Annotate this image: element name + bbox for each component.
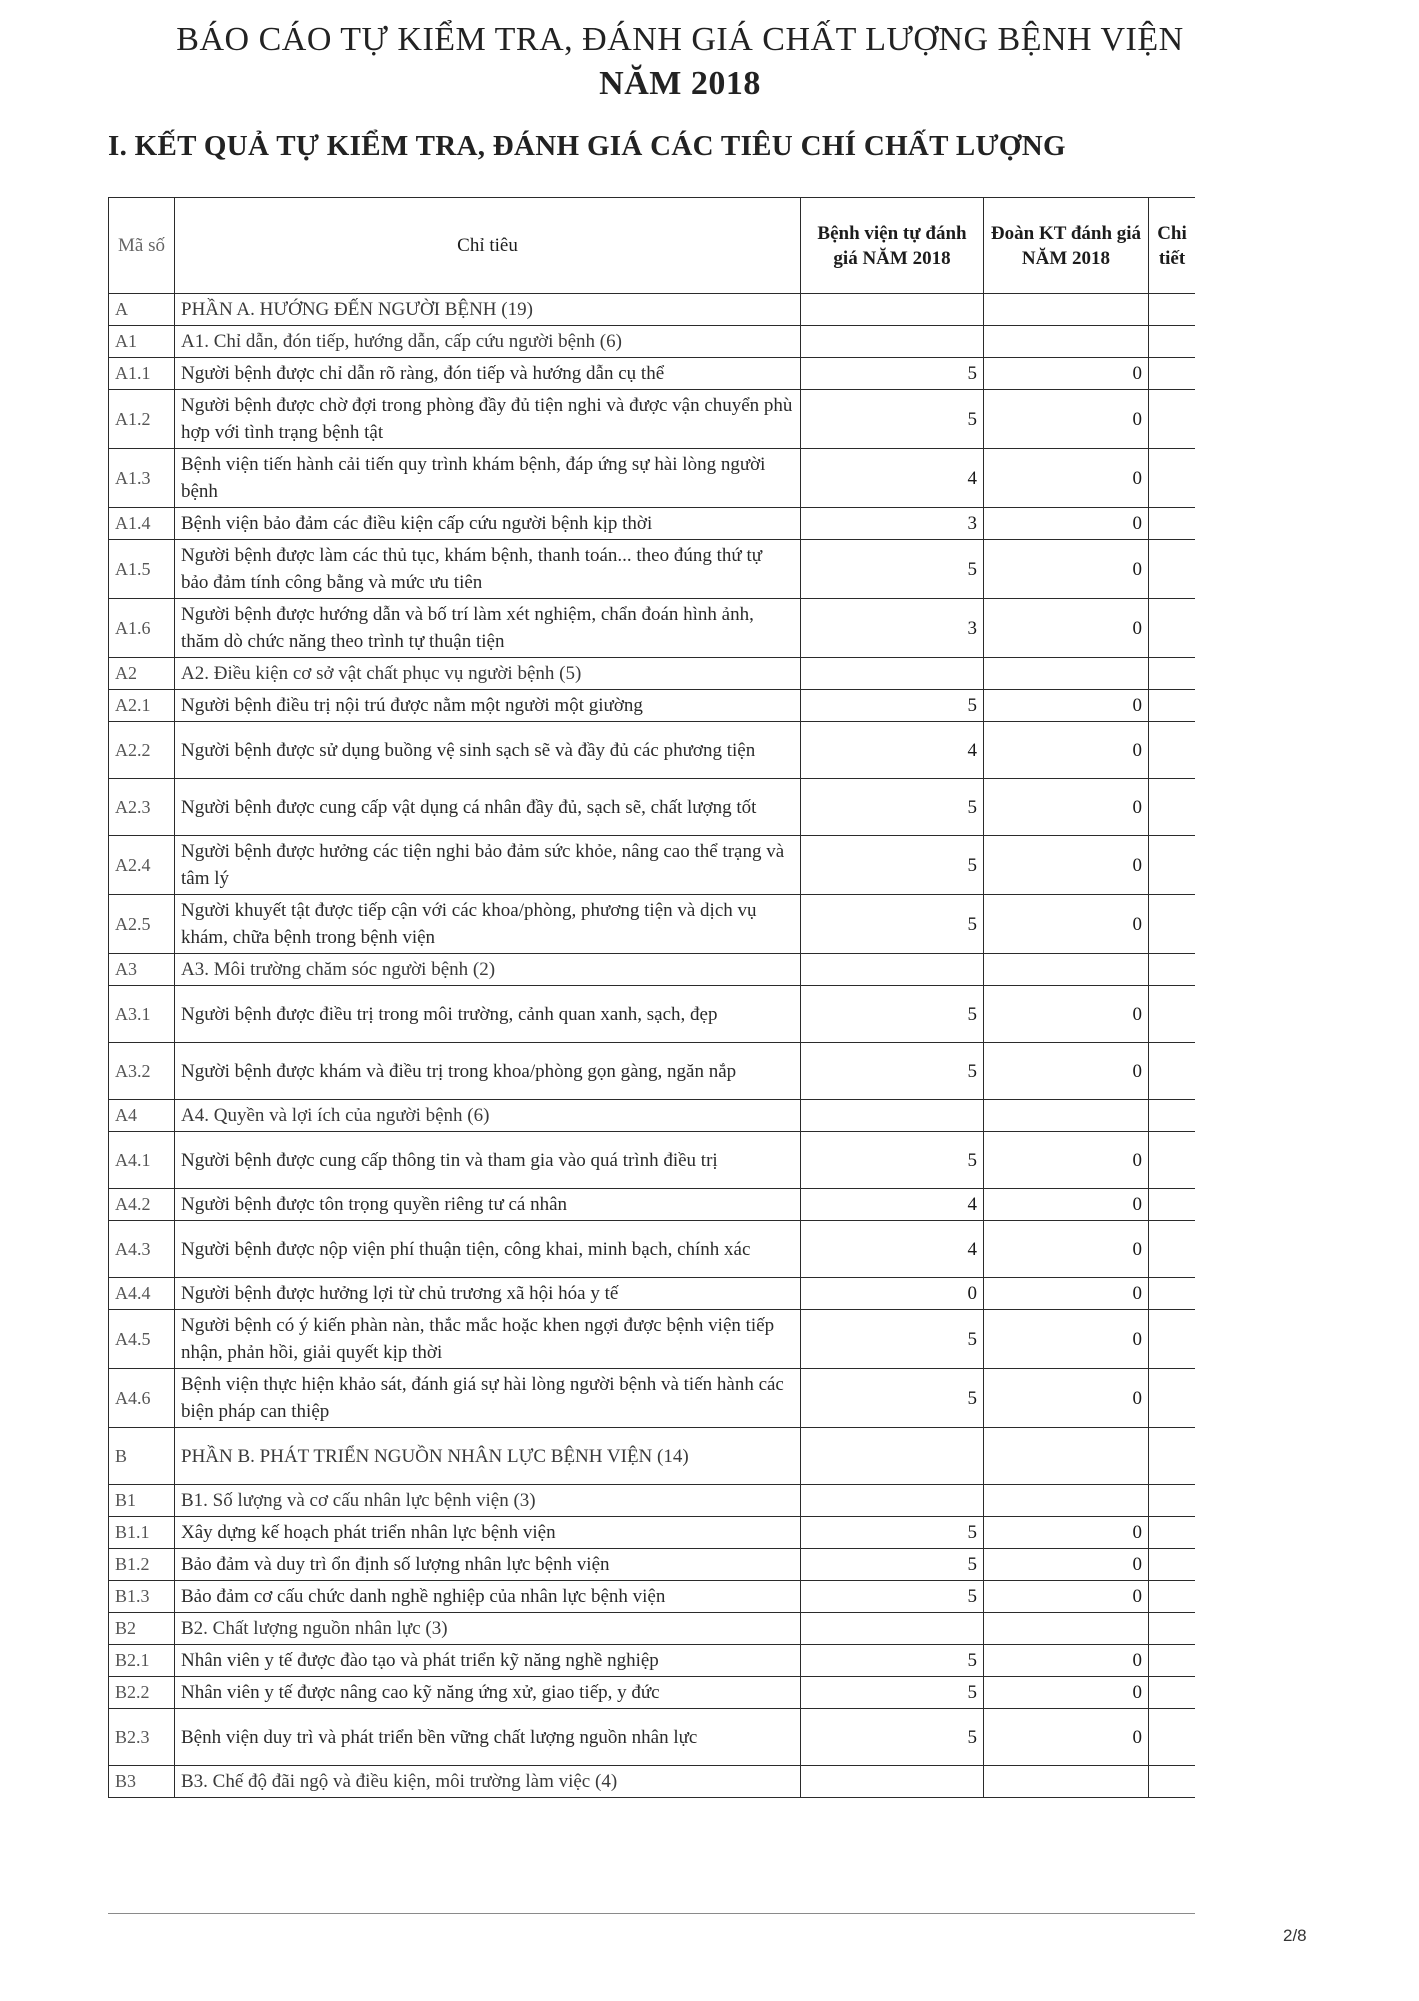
table-row bbox=[109, 1517, 1196, 1549]
table-row bbox=[109, 658, 1196, 690]
table-row bbox=[109, 690, 1196, 722]
row-criteria: Người bệnh được tôn trọng quyền riêng tư cá nhân bbox=[175, 1189, 801, 1221]
row-code: A1.2 bbox=[109, 390, 175, 449]
row-team-score: 0 bbox=[984, 1645, 1149, 1677]
row-detail bbox=[1149, 1709, 1196, 1766]
row-self-score: 5 bbox=[801, 1369, 984, 1428]
row-self-score: 5 bbox=[801, 1517, 984, 1549]
report-title-line2: NĂM 2018 bbox=[599, 65, 761, 102]
row-code: A1.1 bbox=[109, 358, 175, 390]
row-code: A4.6 bbox=[109, 1369, 175, 1428]
row-self-score bbox=[801, 326, 984, 358]
row-self-score: 5 bbox=[801, 1132, 984, 1189]
row-code: A4.3 bbox=[109, 1221, 175, 1278]
row-team-score: 0 bbox=[984, 1677, 1149, 1709]
row-code: B2 bbox=[109, 1613, 175, 1645]
row-criteria: Người bệnh được nộp viện phí thuận tiện, công khai, minh bạch, chính xác bbox=[175, 1221, 801, 1278]
row-detail bbox=[1149, 390, 1196, 449]
row-team-score bbox=[984, 1766, 1149, 1798]
row-code: B1 bbox=[109, 1485, 175, 1517]
row-detail bbox=[1149, 294, 1196, 326]
row-team-score bbox=[984, 1428, 1149, 1485]
row-code: B2.3 bbox=[109, 1709, 175, 1766]
row-team-score: 0 bbox=[984, 779, 1149, 836]
row-self-score: 5 bbox=[801, 836, 984, 895]
row-self-score: 3 bbox=[801, 508, 984, 540]
row-team-score: 0 bbox=[984, 1132, 1149, 1189]
row-code: A1.4 bbox=[109, 508, 175, 540]
table-row bbox=[109, 1132, 1196, 1189]
row-detail bbox=[1149, 326, 1196, 358]
header-detail: Chi tiết bbox=[1149, 198, 1196, 294]
row-criteria: A4. Quyền và lợi ích của người bệnh (6) bbox=[175, 1100, 801, 1132]
row-detail bbox=[1149, 1581, 1196, 1613]
criteria-table bbox=[108, 197, 1195, 1798]
row-self-score bbox=[801, 1766, 984, 1798]
row-team-score: 0 bbox=[984, 690, 1149, 722]
row-criteria: PHẦN A. HƯỚNG ĐẾN NGƯỜI BỆNH (19) bbox=[175, 294, 801, 326]
table-row bbox=[109, 1428, 1196, 1485]
row-code: B3 bbox=[109, 1766, 175, 1798]
table-header-row bbox=[109, 198, 1196, 294]
table-row bbox=[109, 1645, 1196, 1677]
row-criteria: Người bệnh được chờ đợi trong phòng đầy đủ tiện nghi và được vận chuyển phù hợp với tình trạng bệnh tật bbox=[175, 390, 801, 449]
row-detail bbox=[1149, 449, 1196, 508]
row-criteria: B2. Chất lượng nguồn nhân lực (3) bbox=[175, 1613, 801, 1645]
row-detail bbox=[1149, 1278, 1196, 1310]
header-self-evaluation: Bệnh viện tự đánh giá NĂM 2018 bbox=[801, 198, 984, 294]
row-team-score: 0 bbox=[984, 1581, 1149, 1613]
row-code: A4.2 bbox=[109, 1189, 175, 1221]
table-row bbox=[109, 390, 1196, 449]
row-criteria: Người bệnh được hưởng các tiện nghi bảo đảm sức khỏe, nâng cao thể trạng và tâm lý bbox=[175, 836, 801, 895]
row-team-score: 0 bbox=[984, 986, 1149, 1043]
row-detail bbox=[1149, 1766, 1196, 1798]
section-heading: I. KẾT QUẢ TỰ KIỂM TRA, ĐÁNH GIÁ CÁC TIÊU CHÍ CHẤT LƯỢNG bbox=[108, 130, 1066, 162]
row-self-score bbox=[801, 954, 984, 986]
row-criteria: A3. Môi trường chăm sóc người bệnh (2) bbox=[175, 954, 801, 986]
row-detail bbox=[1149, 1132, 1196, 1189]
row-criteria: Người bệnh được cung cấp vật dụng cá nhân đầy đủ, sạch sẽ, chất lượng tốt bbox=[175, 779, 801, 836]
row-self-score bbox=[801, 1428, 984, 1485]
row-criteria: Người bệnh có ý kiến phàn nàn, thắc mắc hoặc khen ngợi được bệnh viện tiếp nhận, phản hồi, giải quyết kịp thời bbox=[175, 1310, 801, 1369]
table-row bbox=[109, 1549, 1196, 1581]
row-code: A2.2 bbox=[109, 722, 175, 779]
row-code: A4.1 bbox=[109, 1132, 175, 1189]
row-self-score: 5 bbox=[801, 1043, 984, 1100]
row-code: A4 bbox=[109, 1100, 175, 1132]
row-team-score: 0 bbox=[984, 1043, 1149, 1100]
row-detail bbox=[1149, 1221, 1196, 1278]
row-self-score: 4 bbox=[801, 1189, 984, 1221]
table-row bbox=[109, 779, 1196, 836]
row-criteria: PHẦN B. PHÁT TRIỂN NGUỒN NHÂN LỰC BỆNH VIỆN (14) bbox=[175, 1428, 801, 1485]
row-team-score bbox=[984, 954, 1149, 986]
row-self-score: 5 bbox=[801, 986, 984, 1043]
table-row bbox=[109, 1709, 1196, 1766]
row-code: B2.1 bbox=[109, 1645, 175, 1677]
row-criteria: Nhân viên y tế được đào tạo và phát triển kỹ năng nghề nghiệp bbox=[175, 1645, 801, 1677]
table-row bbox=[109, 1581, 1196, 1613]
table-row bbox=[109, 1221, 1196, 1278]
table-row bbox=[109, 895, 1196, 954]
row-detail bbox=[1149, 1485, 1196, 1517]
row-team-score bbox=[984, 326, 1149, 358]
row-criteria: Người bệnh được điều trị trong môi trường, cảnh quan xanh, sạch, đẹp bbox=[175, 986, 801, 1043]
row-team-score: 0 bbox=[984, 1221, 1149, 1278]
row-code: A3.1 bbox=[109, 986, 175, 1043]
criteria-table-wrapper bbox=[108, 197, 1195, 1798]
row-criteria: Bệnh viện thực hiện khảo sát, đánh giá sự hài lòng người bệnh và tiến hành các biện pháp can thiệp bbox=[175, 1369, 801, 1428]
row-detail bbox=[1149, 690, 1196, 722]
row-team-score: 0 bbox=[984, 1709, 1149, 1766]
row-code: A2.5 bbox=[109, 895, 175, 954]
row-self-score: 0 bbox=[801, 1278, 984, 1310]
table-row bbox=[109, 1100, 1196, 1132]
row-code: B2.2 bbox=[109, 1677, 175, 1709]
row-code: A3 bbox=[109, 954, 175, 986]
row-detail bbox=[1149, 1310, 1196, 1369]
row-detail bbox=[1149, 1517, 1196, 1549]
row-detail bbox=[1149, 599, 1196, 658]
row-self-score: 5 bbox=[801, 779, 984, 836]
row-team-score: 0 bbox=[984, 836, 1149, 895]
row-code: A2.3 bbox=[109, 779, 175, 836]
row-team-score: 0 bbox=[984, 390, 1149, 449]
header-criteria: Chỉ tiêu bbox=[175, 198, 801, 294]
table-row bbox=[109, 599, 1196, 658]
row-detail bbox=[1149, 540, 1196, 599]
row-code: A3.2 bbox=[109, 1043, 175, 1100]
row-criteria: A2. Điều kiện cơ sở vật chất phục vụ người bệnh (5) bbox=[175, 658, 801, 690]
row-self-score: 4 bbox=[801, 449, 984, 508]
row-code: A1 bbox=[109, 326, 175, 358]
header-team-evaluation: Đoàn KT đánh giá NĂM 2018 bbox=[984, 198, 1149, 294]
table-row bbox=[109, 358, 1196, 390]
table-row bbox=[109, 326, 1196, 358]
row-code: B bbox=[109, 1428, 175, 1485]
table-row bbox=[109, 294, 1196, 326]
row-detail bbox=[1149, 1549, 1196, 1581]
row-criteria: Người khuyết tật được tiếp cận với các khoa/phòng, phương tiện và dịch vụ khám, chữa bệnh trong bệnh viện bbox=[175, 895, 801, 954]
row-criteria: Người bệnh điều trị nội trú được nằm một người một giường bbox=[175, 690, 801, 722]
row-detail bbox=[1149, 1100, 1196, 1132]
row-criteria: Người bệnh được sử dụng buồng vệ sinh sạch sẽ và đầy đủ các phương tiện bbox=[175, 722, 801, 779]
row-team-score: 0 bbox=[984, 1369, 1149, 1428]
row-detail bbox=[1149, 1369, 1196, 1428]
table-row bbox=[109, 1189, 1196, 1221]
row-criteria: B3. Chế độ đãi ngộ và điều kiện, môi trường làm việc (4) bbox=[175, 1766, 801, 1798]
row-detail bbox=[1149, 986, 1196, 1043]
row-self-score: 3 bbox=[801, 599, 984, 658]
row-detail bbox=[1149, 722, 1196, 779]
row-self-score: 5 bbox=[801, 1310, 984, 1369]
row-team-score: 0 bbox=[984, 358, 1149, 390]
row-self-score: 5 bbox=[801, 1581, 984, 1613]
row-team-score bbox=[984, 1485, 1149, 1517]
row-team-score: 0 bbox=[984, 540, 1149, 599]
table-row bbox=[109, 722, 1196, 779]
table-row bbox=[109, 540, 1196, 599]
row-detail bbox=[1149, 1677, 1196, 1709]
row-self-score: 5 bbox=[801, 1709, 984, 1766]
row-self-score: 5 bbox=[801, 690, 984, 722]
row-detail bbox=[1149, 895, 1196, 954]
footer-divider bbox=[108, 1913, 1195, 1914]
row-criteria: Người bệnh được hưởng lợi từ chủ trương xã hội hóa y tế bbox=[175, 1278, 801, 1310]
row-code: B1.1 bbox=[109, 1517, 175, 1549]
row-self-score: 4 bbox=[801, 722, 984, 779]
table-row bbox=[109, 986, 1196, 1043]
row-team-score: 0 bbox=[984, 722, 1149, 779]
table-row bbox=[109, 1043, 1196, 1100]
row-code: B1.3 bbox=[109, 1581, 175, 1613]
row-criteria: Người bệnh được cung cấp thông tin và tham gia vào quá trình điều trị bbox=[175, 1132, 801, 1189]
header-code: Mã số bbox=[109, 198, 175, 294]
row-criteria: Người bệnh được khám và điều trị trong khoa/phòng gọn gàng, ngăn nắp bbox=[175, 1043, 801, 1100]
row-detail bbox=[1149, 779, 1196, 836]
row-detail bbox=[1149, 1613, 1196, 1645]
row-self-score bbox=[801, 1485, 984, 1517]
row-detail bbox=[1149, 836, 1196, 895]
table-row bbox=[109, 1677, 1196, 1709]
row-self-score bbox=[801, 658, 984, 690]
row-detail bbox=[1149, 658, 1196, 690]
table-row bbox=[109, 1766, 1196, 1798]
row-criteria: Người bệnh được chỉ dẫn rõ ràng, đón tiếp và hướng dẫn cụ thể bbox=[175, 358, 801, 390]
page-number: 2/8 bbox=[1283, 1926, 1307, 1945]
table-row bbox=[109, 1613, 1196, 1645]
row-team-score: 0 bbox=[984, 1278, 1149, 1310]
row-team-score bbox=[984, 1100, 1149, 1132]
row-criteria: Bệnh viện bảo đảm các điều kiện cấp cứu người bệnh kịp thời bbox=[175, 508, 801, 540]
table-row bbox=[109, 1369, 1196, 1428]
row-criteria: Bệnh viện tiến hành cải tiến quy trình khám bệnh, đáp ứng sự hài lòng người bệnh bbox=[175, 449, 801, 508]
row-detail bbox=[1149, 508, 1196, 540]
row-code: A1.5 bbox=[109, 540, 175, 599]
row-detail bbox=[1149, 1043, 1196, 1100]
row-detail bbox=[1149, 1645, 1196, 1677]
row-criteria: Người bệnh được hướng dẫn và bố trí làm xét nghiệm, chẩn đoán hình ảnh, thăm dò chức năng theo trình tự thuận tiện bbox=[175, 599, 801, 658]
row-self-score: 5 bbox=[801, 895, 984, 954]
row-detail bbox=[1149, 1189, 1196, 1221]
row-team-score: 0 bbox=[984, 599, 1149, 658]
row-criteria: B1. Số lượng và cơ cấu nhân lực bệnh viện (3) bbox=[175, 1485, 801, 1517]
row-criteria: Bảo đảm và duy trì ổn định số lượng nhân lực bệnh viện bbox=[175, 1549, 801, 1581]
row-self-score bbox=[801, 1100, 984, 1132]
row-team-score bbox=[984, 294, 1149, 326]
row-code: A2.4 bbox=[109, 836, 175, 895]
row-self-score: 4 bbox=[801, 1221, 984, 1278]
table-row bbox=[109, 836, 1196, 895]
row-detail bbox=[1149, 1428, 1196, 1485]
row-team-score: 0 bbox=[984, 895, 1149, 954]
row-team-score bbox=[984, 1613, 1149, 1645]
table-row bbox=[109, 1485, 1196, 1517]
row-team-score: 0 bbox=[984, 508, 1149, 540]
row-criteria: A1. Chỉ dẫn, đón tiếp, hướng dẫn, cấp cứu người bệnh (6) bbox=[175, 326, 801, 358]
row-code: A2.1 bbox=[109, 690, 175, 722]
table-row bbox=[109, 954, 1196, 986]
row-criteria: Người bệnh được làm các thủ tục, khám bệnh, thanh toán... theo đúng thứ tự bảo đảm tính công bằng và mức ưu tiên bbox=[175, 540, 801, 599]
row-team-score: 0 bbox=[984, 1189, 1149, 1221]
report-title bbox=[120, 18, 1240, 106]
row-code: B1.2 bbox=[109, 1549, 175, 1581]
row-code: A4.4 bbox=[109, 1278, 175, 1310]
report-title-line1: BÁO CÁO TỰ KIỂM TRA, ĐÁNH GIÁ CHẤT LƯỢNG BỆNH VIỆN bbox=[176, 21, 1184, 58]
row-team-score: 0 bbox=[984, 449, 1149, 508]
table-row bbox=[109, 1278, 1196, 1310]
row-self-score: 5 bbox=[801, 358, 984, 390]
row-self-score: 5 bbox=[801, 540, 984, 599]
table-row bbox=[109, 449, 1196, 508]
table-row bbox=[109, 508, 1196, 540]
row-team-score: 0 bbox=[984, 1549, 1149, 1581]
row-self-score: 5 bbox=[801, 390, 984, 449]
row-code: A2 bbox=[109, 658, 175, 690]
row-team-score: 0 bbox=[984, 1517, 1149, 1549]
row-self-score: 5 bbox=[801, 1549, 984, 1581]
row-criteria: Bệnh viện duy trì và phát triển bền vững chất lượng nguồn nhân lực bbox=[175, 1709, 801, 1766]
table-row bbox=[109, 1310, 1196, 1369]
row-self-score bbox=[801, 294, 984, 326]
row-code: A1.3 bbox=[109, 449, 175, 508]
row-self-score: 5 bbox=[801, 1645, 984, 1677]
table-body bbox=[109, 294, 1196, 1798]
row-detail bbox=[1149, 954, 1196, 986]
row-detail bbox=[1149, 358, 1196, 390]
row-team-score: 0 bbox=[984, 1310, 1149, 1369]
row-code: A bbox=[109, 294, 175, 326]
row-criteria: Xây dựng kế hoạch phát triển nhân lực bệnh viện bbox=[175, 1517, 801, 1549]
row-self-score bbox=[801, 1613, 984, 1645]
row-team-score bbox=[984, 658, 1149, 690]
row-code: A1.6 bbox=[109, 599, 175, 658]
row-criteria: Bảo đảm cơ cấu chức danh nghề nghiệp của nhân lực bệnh viện bbox=[175, 1581, 801, 1613]
row-self-score: 5 bbox=[801, 1677, 984, 1709]
row-criteria: Nhân viên y tế được nâng cao kỹ năng ứng xử, giao tiếp, y đức bbox=[175, 1677, 801, 1709]
row-code: A4.5 bbox=[109, 1310, 175, 1369]
